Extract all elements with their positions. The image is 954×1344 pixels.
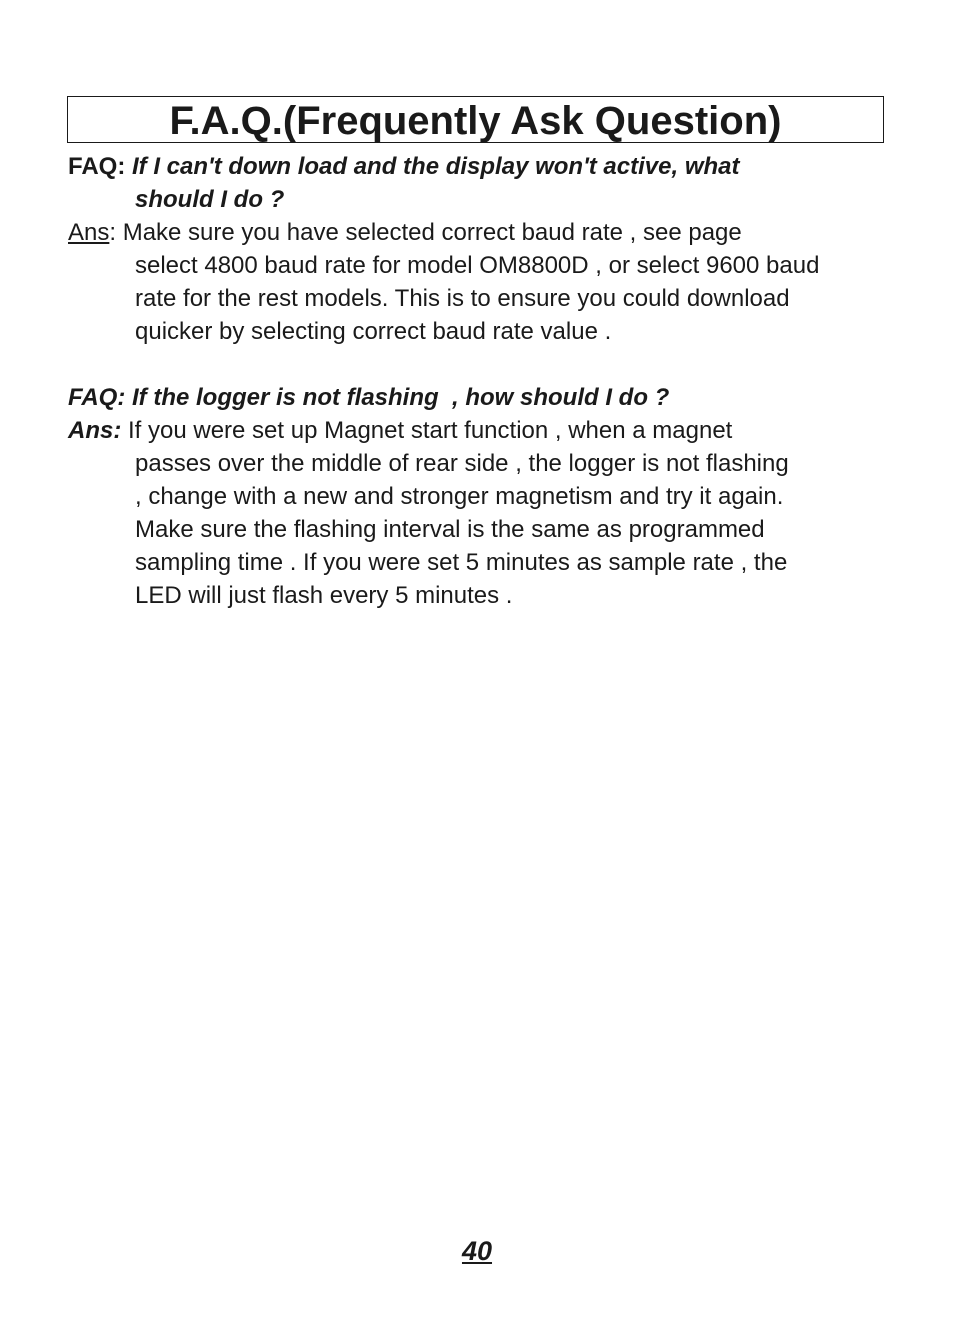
title-box (67, 96, 884, 143)
ans-label: Ans (68, 219, 110, 246)
faq-label: FAQ: (68, 153, 132, 180)
faq-item-2 (68, 381, 908, 612)
page-title: F.A.Q.(Frequently Ask Question) (169, 98, 782, 143)
question-line: If I can't down load and the display won't active, what (132, 153, 740, 180)
faq-label: FAQ: (68, 384, 132, 411)
answer-line: passes over the middle of rear side , the logger is not flashing (135, 450, 789, 477)
answer-line: If you were set up Magnet start function , when a magnet (128, 417, 733, 444)
answer-line: LED will just flash every 5 minutes . (135, 582, 513, 609)
faq-answer-2 (68, 414, 908, 447)
faq-item-1 (68, 150, 908, 348)
answer-line: , change with a new and stronger magnetism and try it again. (135, 483, 784, 510)
faq-question-2 (68, 381, 908, 414)
ans-label: Ans: (68, 417, 128, 444)
answer-line: Make sure you have selected correct baud rate , see page (122, 219, 742, 246)
question-line: If the logger is not flashing , how should I do ? (132, 384, 670, 411)
question-line: should I do ? (135, 186, 285, 213)
ans-separator: : (109, 219, 123, 246)
answer-line: Make sure the flashing interval is the same as programmed (135, 516, 765, 543)
answer-line: select 4800 baud rate for model OM8800D , or select 9600 baud (135, 252, 820, 279)
answer-line: quicker by selecting correct baud rate value . (135, 318, 612, 345)
page-number: 40 (461, 1236, 493, 1266)
faq-answer-1 (68, 216, 908, 249)
answer-line: rate for the rest models. This is to ensure you could download (135, 285, 790, 312)
faq-question-1 (68, 150, 908, 183)
answer-line: sampling time . If you were set 5 minutes as sample rate , the (135, 549, 788, 576)
